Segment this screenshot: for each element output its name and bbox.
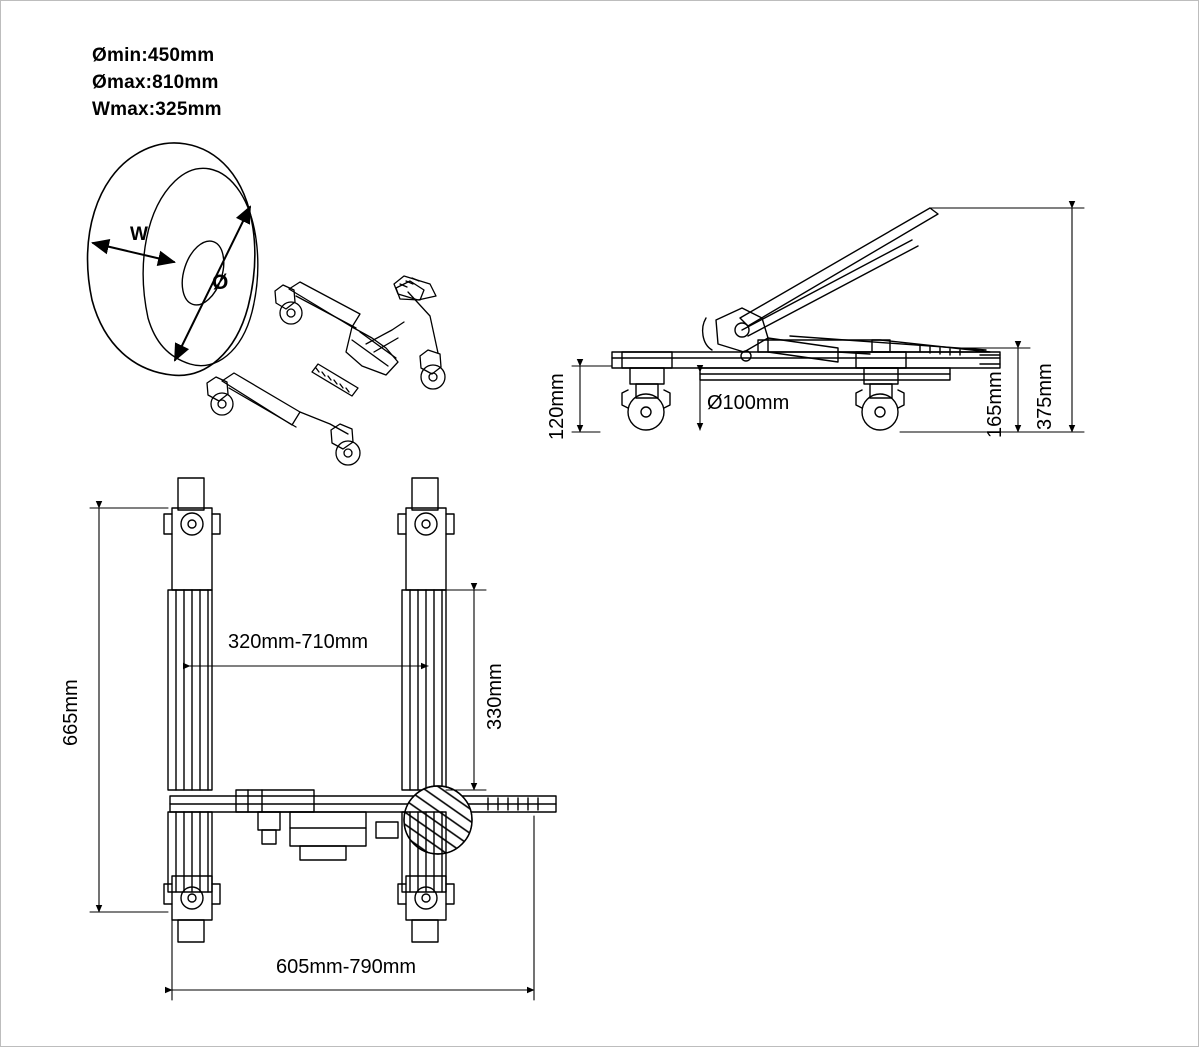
tire-diameter-label: Ø xyxy=(212,271,229,294)
side-overall-height-label: 375mm xyxy=(1034,363,1056,430)
spec-line-dia-max: Ømax:810mm xyxy=(92,72,219,93)
side-caster-height-label: 120mm xyxy=(546,373,568,440)
side-deck-height-label: 165mm xyxy=(984,371,1006,438)
tire-isometric-view xyxy=(88,143,258,375)
inner-depth-label: 330mm xyxy=(484,663,506,730)
dolly-side-view xyxy=(612,208,1000,430)
side-view-dimensions xyxy=(572,208,1084,432)
spec-block xyxy=(92,42,222,123)
top-overall-depth-label: 665mm xyxy=(60,679,82,746)
dolly-isometric-view xyxy=(207,276,445,465)
top-view-dimensions xyxy=(90,508,534,1000)
spec-line-width-max: Wmax:325mm xyxy=(92,99,222,120)
tire-width-label: W xyxy=(130,224,148,245)
spec-line-dia-min: Ømin:450mm xyxy=(92,45,215,66)
top-overall-width-label: 605mm-790mm xyxy=(276,956,417,978)
wheel-diameter-label: Ø100mm xyxy=(707,392,790,414)
arm-span-label: 320mm-710mm xyxy=(228,631,369,653)
